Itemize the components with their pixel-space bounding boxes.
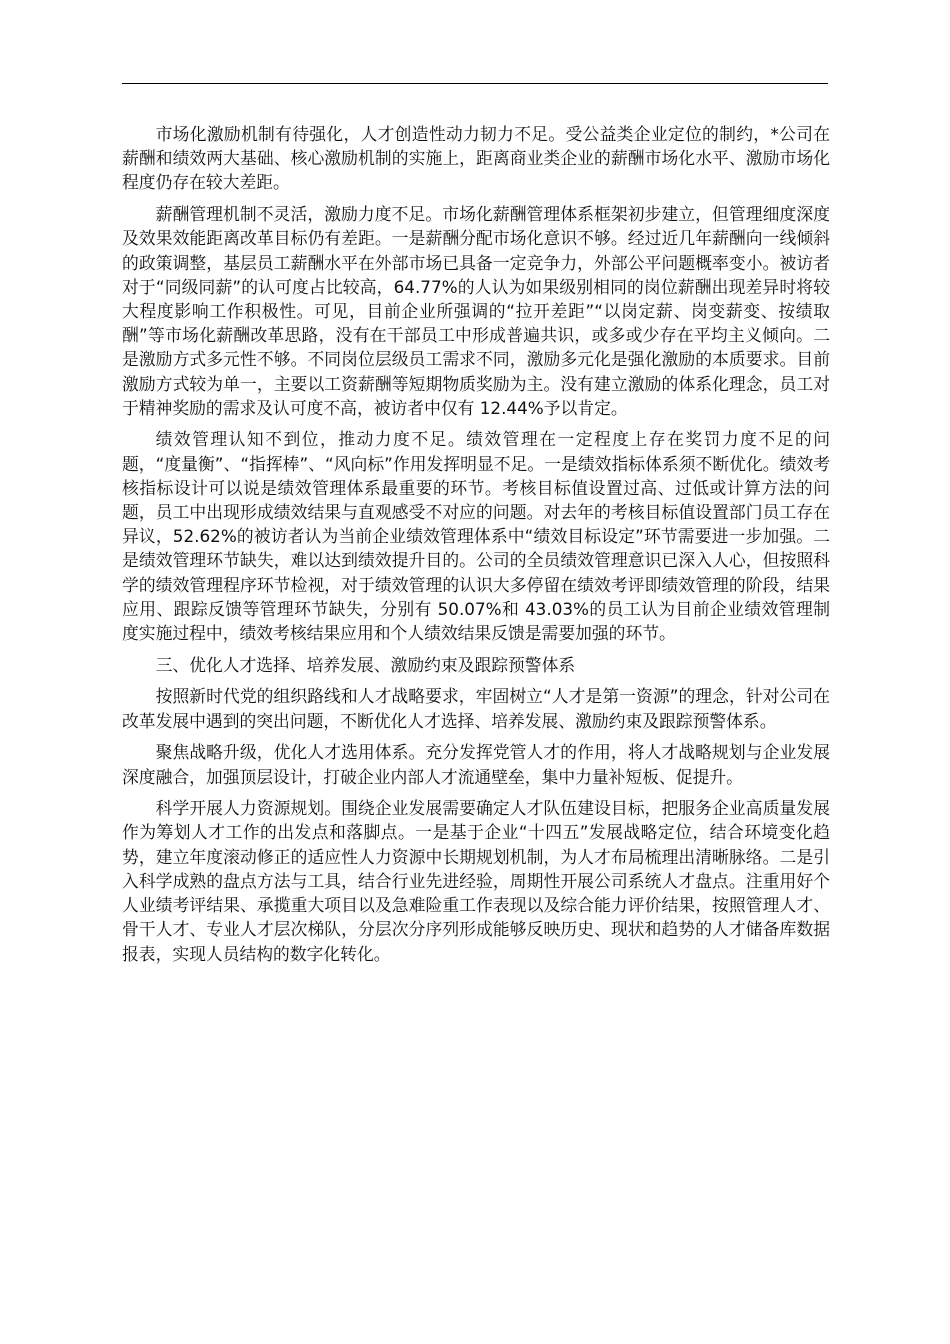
header-rule bbox=[122, 83, 828, 84]
document-body bbox=[122, 122, 830, 973]
paragraph-hr-planning: 科学开展人力资源规划。围绕企业发展需要确定人才队伍建设目标，把服务企业高质量发展作为筹划人才工作的出发点和落脚点。一是基于企业“十四五”发展战略定位，结合环境变化趋势，建立年度滚动修正的适应性人力资源中长期规划机制，为人才布局梳理出清晰脉络。二是引入科学成熟的盘点方法与工具，结合行业先进经验，周期性开展公司系统人才盘点。注重用好个人业绩考评结果、承揽重大项目以及急难险重工作表现以及综合能力评价结果，按照管理人才、骨干人才、专业人才层次梯队，分层次分序列形成能够反映历史、现状和趋势的人才储备库数据报表，实现人员结构的数字化转化。 bbox=[122, 798, 830, 964]
paragraph-strategy-upgrade: 聚焦战略升级，优化人才选用体系。充分发挥党管人才的作用，将人才战略规划与企业发展深度融合，加强顶层设计，打破企业内部人才流通壁垒，集中力量补短板、促提升。 bbox=[122, 742, 830, 787]
paragraph-performance-management: 绩效管理认知不到位，推动力度不足。绩效管理在一定程度上存在奖罚力度不足的问题，“度量衡”、“指挥棒”、“风向标”作用发挥明显不足。一是绩效指标体系须不断优化。绩效考核指标设计可以说是绩效管理体系最重要的环节。考核目标值设置过高、过低或计算方法的问题，员工中出现形成绩效结果与直观感受不对应的问题。对去年的考核目标值设置部门员工存在异议，52.62%的被访者认为当前企业绩效管理体系中“绩效目标设定”环节需要进一步加强。二是绩效管理环节缺失，难以达到绩效提升目的。公司的全员绩效管理意识已深入人心，但按照科学的绩效管理程序环节检视，对于绩效管理的认识大多停留在绩效考评即绩效管理的阶段，结果应用、跟踪反馈等管理环节缺失，分别有 50.07%和 43.03%的员工认为目前企业绩效管理制度实施过程中，绩效考核结果应用和个人绩效结果反馈是需要加强的环节。 bbox=[122, 429, 830, 644]
section-heading: 三、优化人才选择、培养发展、激励约束及跟踪预警体系 bbox=[155, 654, 576, 675]
paragraph-section-intro: 按照新时代党的组织路线和人才战略要求，牢固树立“人才是第一资源”的理念，针对公司在改革发展中遇到的突出问题，不断优化人才选择、培养发展、激励约束及跟踪预警体系。 bbox=[122, 686, 830, 731]
paragraph-market-incentive: 市场化激励机制有待强化，人才创造性动力韧力不足。受公益类企业定位的制约，*公司在薪酬和绩效两大基础、核心激励机制的实施上，距离商业类企业的薪酬市场化水平、激励市场化程度仍存在较大差距。 bbox=[122, 124, 830, 193]
paragraph-salary-management: 薪酬管理机制不灵活，激励力度不足。市场化薪酬管理体系框架初步建立，但管理细度深度及效果效能距离改革目标仍有差距。一是薪酬分配市场化意识不够。经过近几年薪酬向一线倾斜的政策调整，基层员工薪酬水平在外部市场已具备一定竞争力，外部公平问题概率变小。被访者对于“同级同薪”的认可度占比较高，64.77%的人认为如果级别相同的岗位薪酬出现差异时将较大程度影响工作积极性。可见，目前企业所强调的“拉开差距”“以岗定薪、岗变薪变、按绩取酬”等市场化薪酬改革思路，没有在干部员工中形成普遍共识，或多或少存在平均主义倾向。二是激励方式多元性不够。不同岗位层级员工需求不同，激励多元化是强化激励的本质要求。目前激励方式较为单一，主要以工资薪酬等短期物质奖励为主。没有建立激励的体系化理念，员工对于精神奖励的需求及认可度不高，被访者中仅有 12.44%予以肯定。 bbox=[122, 204, 830, 418]
